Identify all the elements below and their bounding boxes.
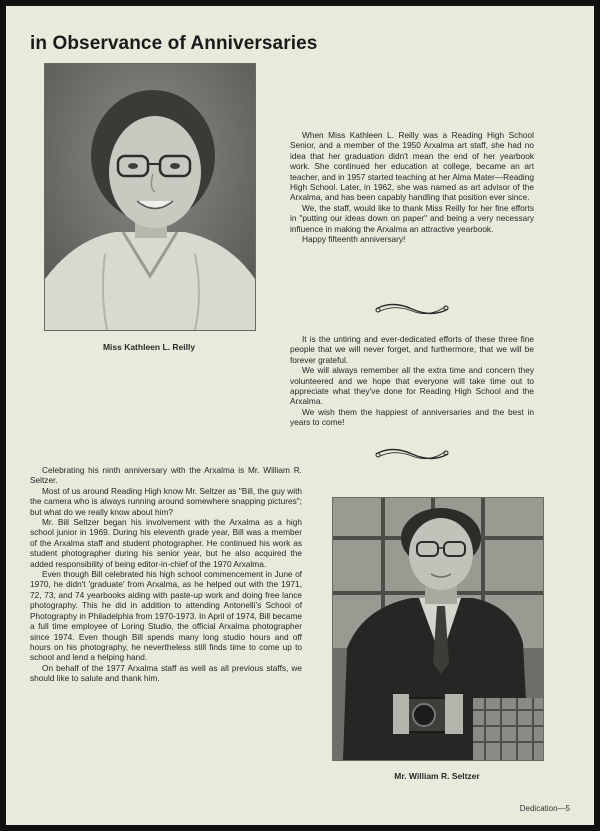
reilly-paragraph: Happy fifteenth anniversary! [302, 234, 406, 245]
seltzer-portrait-image [333, 498, 543, 760]
staff-note-paragraph: We will always remember all the extra time and concern they volunteered and we hope that everyone will take time out to appreciate what they've done for Reading High School and the Arxalma. [290, 365, 534, 407]
page-title: in Observance of Anniversaries [30, 33, 318, 54]
page-folio: Dedication—5 [519, 804, 570, 813]
yearbook-page [6, 6, 594, 825]
flourish-ornament-icon [372, 443, 452, 465]
flourish-ornament-icon [372, 298, 452, 320]
reilly-paragraph: We, the staff, would like to thank Miss Reilly for her fine efforts in "putting our ideas down on paper" and being a very necessary influence in making the Arxalma an attractive yearbook. [290, 202, 534, 234]
seltzer-paragraph: Celebrating his ninth anniversary with the Arxalma is Mr. William R. Seltzer. [30, 465, 302, 486]
reilly-portrait-photo [44, 63, 256, 331]
seltzer-tribute-text [30, 465, 302, 684]
reilly-portrait-image [45, 64, 255, 330]
seltzer-paragraph: Most of us around Reading High know Mr. Seltzer as "Bill, the guy with the camera who is always running around somewhere snapping pictures"; but what do we really know about him? [30, 485, 302, 517]
reilly-tribute-text [290, 130, 534, 244]
seltzer-paragraph: Even though Bill celebrated his high school commencement in June of 1970, he didn't 'graduate' from Arxalma, as he helped out with the 1971, 72, 73, and 74 yearbooks aiding with paste-up work and doing free lance photography. This he did in addition to attending Antonelli's School of Photography in Philadelphia from 1970-1973. In April of 1974, Bill became a full time employee of Loring Studio, the official Arxalma photographer since 1974. Even though Bill spends many long studio hours and off hours on his photography, he nevertheless still finds time to come up to school and lend a helping hand. [30, 569, 302, 663]
reilly-photo-caption: Miss Kathleen L. Reilly [102, 342, 196, 352]
seltzer-paragraph: On behalf of the 1977 Arxalma staff as well as all previous staffs, we should like to salute and thank him. [30, 662, 302, 684]
staff-note-paragraph: We wish them the happiest of anniversaries and the best in years to come! [290, 406, 534, 428]
seltzer-portrait-photo [332, 497, 544, 761]
staff-note-text [290, 334, 534, 428]
reilly-paragraph: When Miss Kathleen L. Reilly was a Reading High School Senior, and a member of the 1950 Arxalma art staff, she had no idea that her graduation didn't mean the end of her yearbook work. She continued her education at college, became an art teacher, and in 1957 started teaching at her Alma Mater—Reading High School. Later, in 1962, she was named as art advisor of the Arxalma, and has been capably handling that position ever since. [290, 130, 534, 203]
seltzer-paragraph: Mr. Bill Seltzer began his involvement with the Arxalma as a high school junior in 1969. During his eleventh grade year, Bill was a member of the Arxalma staff and student photographer. He continued his work as student photographer during his senior year, but he also acquired the added responsibility of being editor-in-chief of the 1970 Arxalma. [30, 517, 302, 569]
seltzer-photo-caption: Mr. William R. Seltzer [394, 771, 480, 781]
staff-note-paragraph: It is the untiring and ever-dedicated efforts of these three fine people that we will never forget, and furthermore, that we will be forever grateful. [290, 334, 534, 365]
